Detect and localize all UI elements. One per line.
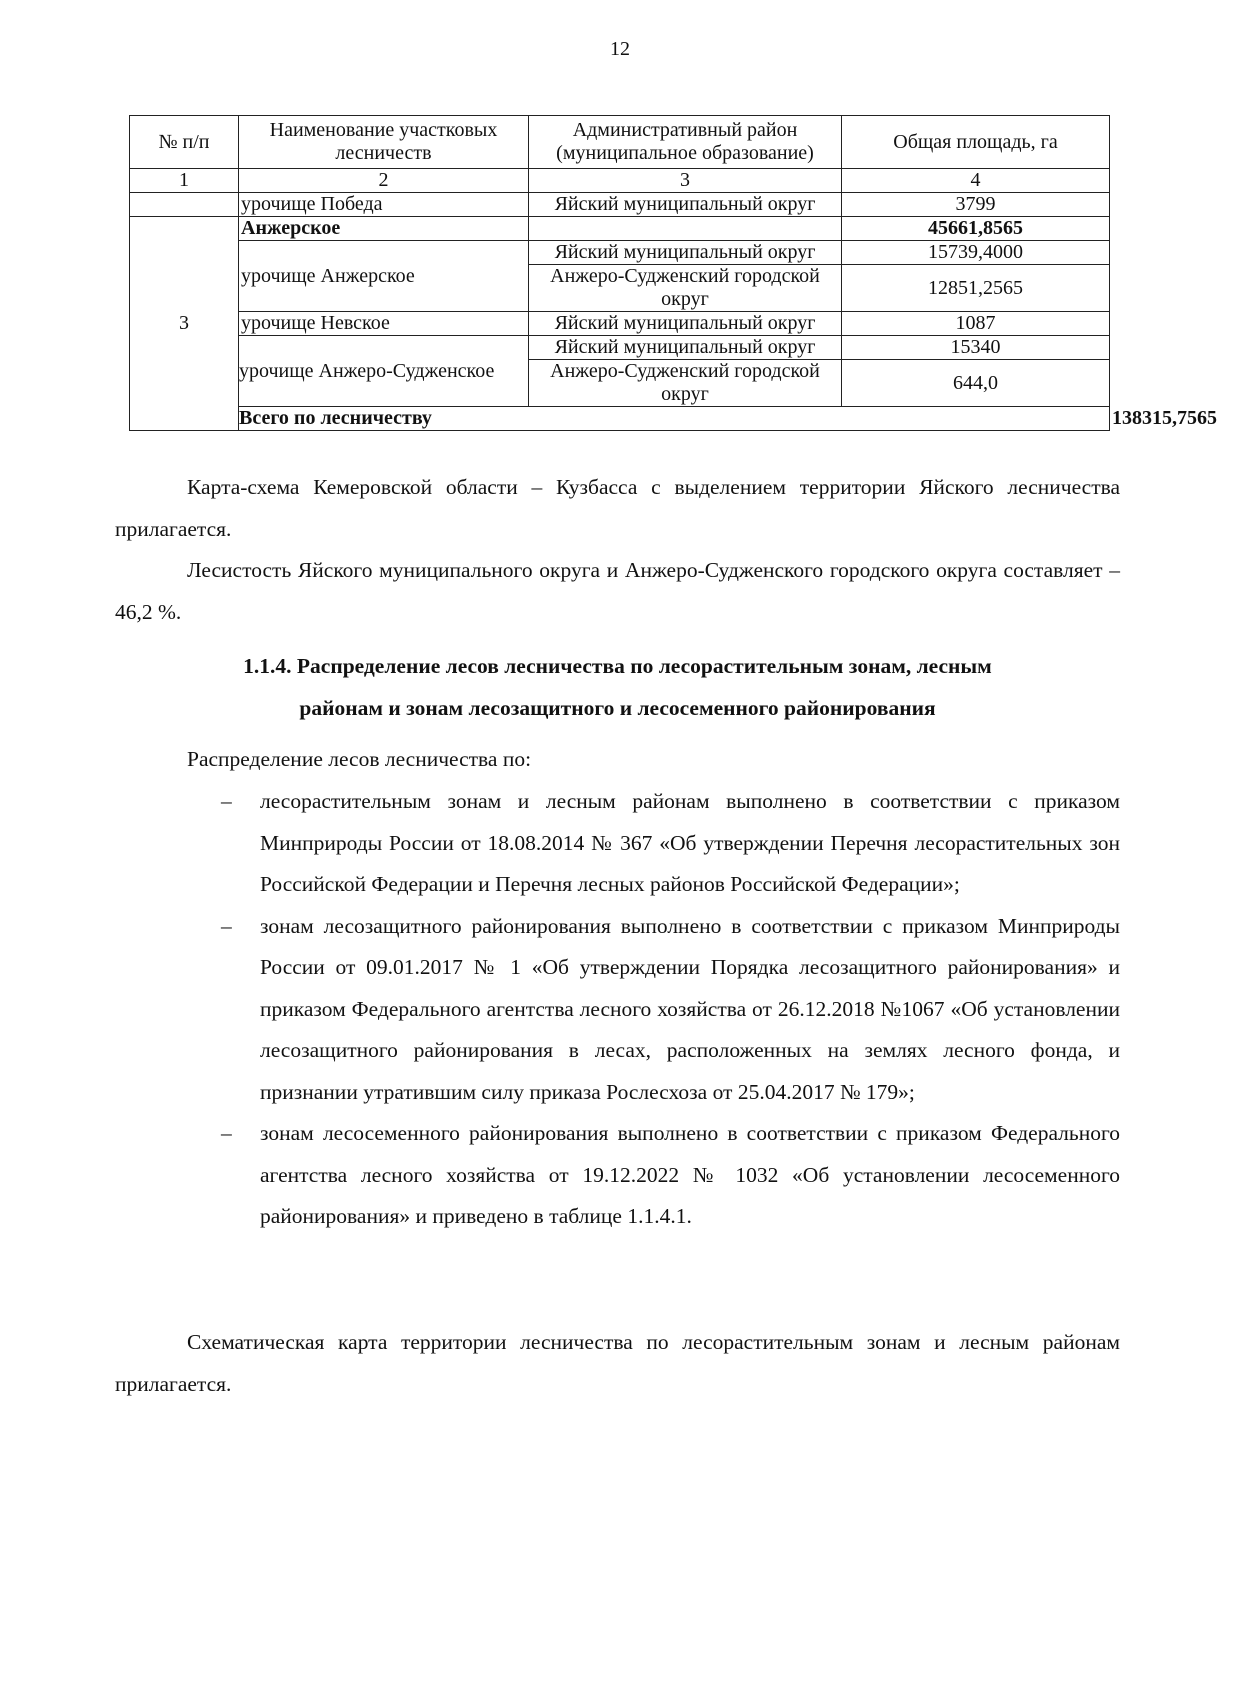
list-item bbox=[115, 1113, 1120, 1238]
area-cell: 1087 bbox=[842, 312, 1110, 336]
district-cell: Яйский муниципальный округ bbox=[529, 336, 842, 360]
column-number-row bbox=[130, 169, 1110, 193]
forest-cover-paragraph: Лесистость Яйского муниципального округа и Анжеро-Судженского городского округа составляет – 46,2 %. bbox=[115, 558, 1120, 624]
table-row bbox=[130, 336, 1110, 360]
urochische-name: урочище Анжерское bbox=[239, 241, 529, 312]
district-cell: Яйский муниципальный округ bbox=[529, 241, 842, 265]
forestry-name: Анжерское bbox=[239, 217, 529, 241]
district-cell: Анжеро-Судженский городской округ bbox=[529, 265, 842, 312]
column-number: 3 bbox=[529, 169, 842, 193]
district-cell: Яйский муниципальный округ bbox=[529, 193, 842, 217]
list-item-text: зонам лесосеменного районирования выполнено в соответствии с приказом Федерального агентства лесного хозяйства от 19.12.2022 № 1032 «Об установлении лесосеменного районирования» и приведено в таблице 1.1.4.1. bbox=[260, 1121, 1120, 1228]
area-cell: 45661,8565 bbox=[842, 217, 1110, 241]
area-cell: 15340 bbox=[842, 336, 1110, 360]
area-cell: 3799 bbox=[842, 193, 1110, 217]
area-cell: 644,0 bbox=[842, 360, 1110, 407]
header-cell: Наименование участковых лесничеств bbox=[239, 116, 529, 169]
urochische-name: урочище Победа bbox=[239, 193, 529, 217]
intro-paragraphs bbox=[115, 467, 1120, 633]
section-heading-line: 1.1.4. Распределение лесов лесничества по лесорастительным зонам, лесным bbox=[243, 654, 992, 678]
total-row: Всего по лесничеству 138315,7565 bbox=[239, 407, 1217, 429]
table-row bbox=[130, 217, 1110, 241]
district-cell: Анжеро-Судженский городской округ bbox=[529, 360, 842, 407]
page-number: 12 bbox=[610, 38, 630, 60]
area-cell: 15739,4000 bbox=[842, 241, 1110, 265]
group-number: 3 bbox=[130, 217, 239, 431]
table-row bbox=[130, 193, 1110, 217]
empty-cell bbox=[130, 193, 239, 217]
table-header-row bbox=[130, 116, 1110, 169]
header-cell: Общая площадь, га bbox=[842, 116, 1110, 169]
list-item bbox=[115, 781, 1120, 906]
total-label: Всего по лесничеству bbox=[239, 407, 1110, 431]
list-dash: – bbox=[221, 1121, 232, 1145]
list-dash: – bbox=[221, 913, 232, 938]
closing-paragraph: Схематическая карта территории лесничества по лесорастительным зонам и лесным районам прилагается. bbox=[115, 1330, 1120, 1396]
empty-cell bbox=[529, 217, 842, 241]
column-number: 1 bbox=[130, 169, 239, 193]
distribution-list bbox=[115, 781, 1120, 1238]
table-row bbox=[130, 241, 1110, 265]
section-heading bbox=[115, 646, 1120, 729]
closing-block bbox=[115, 1322, 1120, 1405]
list-item-text: лесорастительным зонам и лесным районам выполнено в соответствии с приказом Минприроды России от 18.08.2014 № 367 «Об утверждении Перечня лесорастительных зон Российской Федерации и Перечня лесных районов Российской Федерации»; bbox=[260, 789, 1120, 896]
list-item-text: зонам лесозащитного районирования выполнено в соответствии с приказом Минприроды России от 09.01.2017 № 1 «Об утверждении Порядка лесозащитного районирования» и приказом Федерального агентства лесного хозяйства от 26.12.2018 №1067 «Об установлении лесозащитного районирования в лесах, расположенных на землях лесного фонда, и признании утратившим силу приказа Рослесхоза от 25.04.2017 № 179»; bbox=[260, 913, 1120, 1104]
section-heading-line: районам и зонам лесозащитного и лесосеменного районирования bbox=[299, 695, 936, 720]
table-row bbox=[130, 312, 1110, 336]
map-paragraph: Карта-схема Кемеровской области – Кузбасса с выделением территории Яйского лесничества прилагается. bbox=[115, 475, 1120, 541]
header-cell: Административный район (муниципальное образование) bbox=[529, 116, 842, 169]
header-cell: № п/п bbox=[130, 116, 239, 169]
forestry-area-table bbox=[129, 115, 1217, 431]
list-intro-block bbox=[115, 739, 1120, 781]
district-cell: Яйский муниципальный округ bbox=[529, 312, 842, 336]
urochische-name: урочище Анжеро-Судженское bbox=[239, 336, 529, 407]
list-item bbox=[115, 906, 1120, 1114]
column-number: 2 bbox=[239, 169, 529, 193]
list-intro: Распределение лесов лесничества по: bbox=[187, 747, 532, 771]
list-dash: – bbox=[221, 789, 232, 813]
area-cell: 12851,2565 bbox=[842, 265, 1110, 312]
urochische-name: урочище Невское bbox=[239, 312, 529, 336]
column-number: 4 bbox=[842, 169, 1110, 193]
